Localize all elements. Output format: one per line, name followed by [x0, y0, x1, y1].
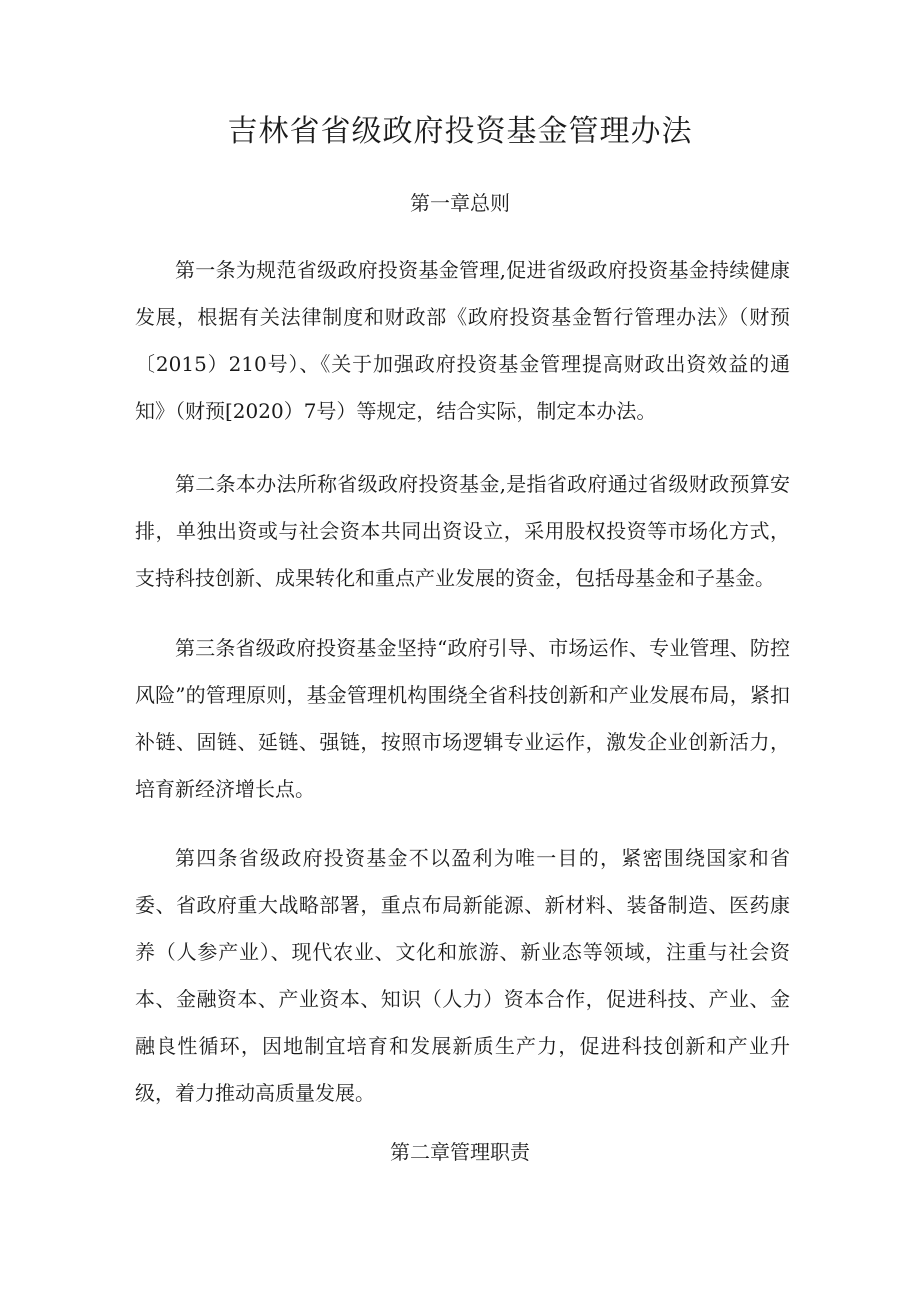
- chapter-heading-2: 第二章管理职责: [390, 1140, 530, 1164]
- document-title: 吉林省省级政府投资基金管理办法: [227, 114, 693, 149]
- article-1: 第一条为规范省级政府投资基金管理,促进省级政府投资基金持续健康发展，根据有关法律制度和财政部《政府投资基金暂行管理办法》（财预〔2015）210号）、《关于加强政府投资基金管理提高财政出资效益的通知》（财预[2020）7号）等规定，结合实际，制定本办法。: [135, 258, 790, 423]
- chapter-heading-1: 第一章总则: [410, 191, 510, 215]
- article-2: 第二条本办法所称省级政府投资基金,是指省政府通过省级财政预算安排，单独出资或与社会资本共同出资设立，采用股权投资等市场化方式，支持科技创新、成果转化和重点产业发展的资金，包括母基金和子基金。: [135, 472, 790, 590]
- article-3: 第三条省级政府投资基金坚持“政府引导、市场运作、专业管理、防控风险”的管理原则，基金管理机构围绕全省科技创新和产业发展布局，紧扣补链、固链、延链、强链，按照市场逻辑专业运作，激发企业创新活力，培育新经济增长点。: [135, 636, 790, 801]
- article-4: 第四条省级政府投资基金不以盈利为唯一目的，紧密围绕国家和省委、省政府重大战略部署，重点布局新能源、新材料、装备制造、医药康养（人参产业）、现代农业、文化和旅游、新业态等领域，注重与社会资本、金融资本、产业资本、知识（人力）资本合作，促进科技、产业、金融良性循环，因地制宜培育和发展新质生产力，促进科技创新和产业升级，着力推动高质量发展。: [135, 846, 790, 1105]
